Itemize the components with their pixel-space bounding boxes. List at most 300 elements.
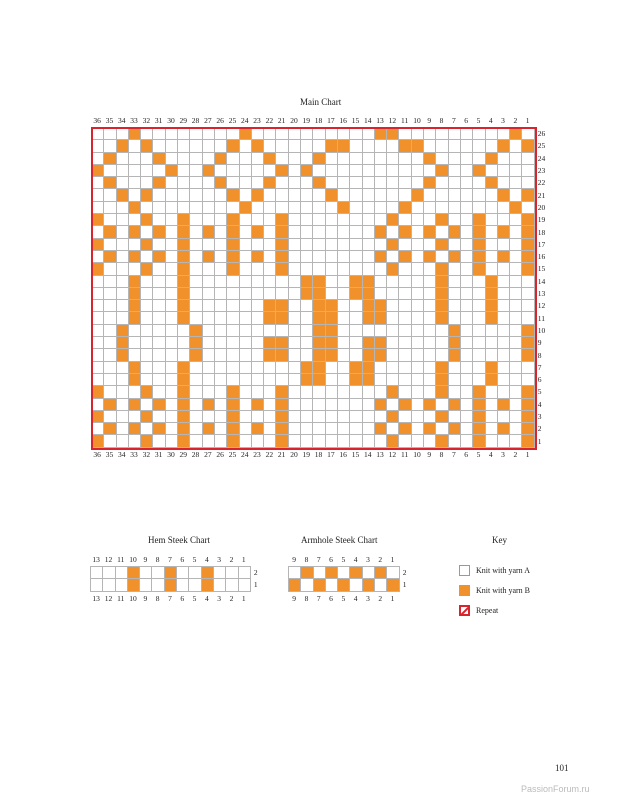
- yarn-a-stitch: [473, 325, 484, 336]
- yarn-a-stitch: [375, 153, 386, 164]
- yarn-a-stitch: [350, 226, 361, 237]
- yarn-a-stitch: [153, 435, 164, 446]
- yarn-a-stitch: [92, 325, 103, 336]
- yarn-a-stitch: [350, 349, 361, 360]
- yarn-b-stitch: [436, 288, 447, 299]
- yarn-a-stitch: [461, 399, 472, 410]
- yarn-a-stitch: [412, 177, 423, 188]
- yarn-b-stitch: [326, 337, 337, 348]
- yarn-a-stitch: [104, 386, 115, 397]
- yarn-a-stitch: [289, 251, 300, 262]
- yarn-a-stitch: [190, 435, 201, 446]
- column-number: 11: [117, 555, 125, 564]
- yarn-b-stitch: [436, 214, 447, 225]
- row-number: 17: [537, 239, 546, 249]
- yarn-a-stitch: [117, 288, 128, 299]
- yarn-b-stitch: [522, 325, 533, 336]
- yarn-a-stitch: [338, 214, 349, 225]
- yarn-a-stitch: [449, 374, 460, 385]
- yarn-a-stitch: [313, 423, 324, 434]
- yarn-a-stitch: [461, 325, 472, 336]
- yarn-a-stitch: [141, 128, 152, 139]
- yarn-a-stitch: [227, 288, 238, 299]
- yarn-b-stitch: [387, 263, 398, 274]
- column-number: 31: [154, 449, 163, 459]
- yarn-b-stitch: [178, 374, 189, 385]
- yarn-a-stitch: [498, 300, 509, 311]
- yarn-a-stitch: [338, 423, 349, 434]
- row-number: 25: [537, 141, 546, 151]
- yarn-b-stitch: [375, 423, 386, 434]
- yarn-b-stitch: [313, 288, 324, 299]
- yarn-b-stitch: [498, 140, 509, 151]
- yarn-a-stitch: [424, 189, 435, 200]
- yarn-a-stitch: [104, 362, 115, 373]
- column-number: 28: [191, 116, 200, 125]
- yarn-b-stitch: [227, 435, 238, 446]
- yarn-a-stitch: [498, 411, 509, 422]
- yarn-b-stitch: [486, 177, 497, 188]
- yarn-b-stitch: [276, 386, 287, 397]
- yarn-a-stitch: [449, 140, 460, 151]
- yarn-a-stitch: [215, 386, 226, 397]
- yarn-a-stitch: [129, 411, 140, 422]
- yarn-b-stitch: [104, 251, 115, 262]
- yarn-b-stitch: [227, 189, 238, 200]
- yarn-a-stitch: [203, 386, 214, 397]
- yarn-b-stitch: [141, 386, 152, 397]
- column-number: 28: [191, 449, 200, 459]
- column-number: 4: [204, 593, 209, 603]
- column-number: 8: [304, 555, 309, 564]
- yarn-b-stitch: [104, 226, 115, 237]
- yarn-b-stitch: [178, 239, 189, 250]
- yarn-b-stitch: [276, 411, 287, 422]
- yarn-b-stitch: [399, 423, 410, 434]
- yarn-a-stitch: [338, 276, 349, 287]
- yarn-a-stitch: [240, 226, 251, 237]
- yarn-a-stitch: [104, 202, 115, 213]
- column-number: 8: [439, 116, 444, 125]
- yarn-a-stitch: [498, 128, 509, 139]
- yarn-a-stitch: [313, 214, 324, 225]
- yarn-a-stitch: [264, 140, 275, 151]
- yarn-a-stitch: [92, 276, 103, 287]
- column-number: 21: [277, 116, 286, 125]
- column-number: 5: [192, 555, 197, 564]
- yarn-a-stitch: [252, 386, 263, 397]
- yarn-a-stitch: [215, 325, 226, 336]
- yarn-b-stitch: [436, 411, 447, 422]
- yarn-a-stitch: [338, 411, 349, 422]
- yarn-a-stitch: [203, 337, 214, 348]
- yarn-a-stitch: [252, 411, 263, 422]
- yarn-b-stitch: [486, 153, 497, 164]
- yarn-a-stitch: [313, 399, 324, 410]
- yarn-b-stitch: [522, 423, 533, 434]
- yarn-a-stitch: [313, 128, 324, 139]
- yarn-a-stitch: [436, 153, 447, 164]
- yarn-a-stitch: [350, 399, 361, 410]
- yarn-b-stitch: [522, 189, 533, 200]
- yarn-a-stitch: [412, 337, 423, 348]
- column-number: 13: [376, 449, 384, 459]
- yarn-a-stitch: [226, 579, 237, 590]
- yarn-a-stitch: [103, 579, 114, 590]
- yarn-a-stitch: [412, 349, 423, 360]
- yarn-b-stitch: [436, 239, 447, 250]
- yarn-a-stitch: [240, 177, 251, 188]
- column-number: 7: [451, 116, 456, 125]
- yarn-a-stitch: [153, 312, 164, 323]
- yarn-a-stitch: [449, 153, 460, 164]
- yarn-a-stitch: [399, 411, 410, 422]
- yarn-b-stitch: [117, 349, 128, 360]
- yarn-a-stitch: [301, 300, 312, 311]
- yarn-a-stitch: [449, 362, 460, 373]
- column-number: 2: [513, 449, 518, 459]
- yarn-a-stitch: [104, 300, 115, 311]
- column-number: 7: [451, 449, 456, 459]
- yarn-a-stitch: [522, 202, 533, 213]
- yarn-a-stitch: [240, 189, 251, 200]
- yarn-a-stitch: [412, 251, 423, 262]
- yarn-a-stitch: [264, 239, 275, 250]
- yarn-a-stitch: [178, 177, 189, 188]
- yarn-b-stitch: [522, 435, 533, 446]
- yarn-a-stitch: [436, 349, 447, 360]
- yarn-a-stitch: [215, 374, 226, 385]
- yarn-b-stitch: [153, 153, 164, 164]
- yarn-a-stitch: [399, 288, 410, 299]
- yarn-a-stitch: [129, 349, 140, 360]
- yarn-a-stitch: [387, 349, 398, 360]
- yarn-a-stitch: [350, 251, 361, 262]
- yarn-a-stitch: [399, 386, 410, 397]
- yarn-a-stitch: [412, 276, 423, 287]
- yarn-a-stitch: [510, 189, 521, 200]
- yarn-b-stitch: [117, 325, 128, 336]
- yarn-b-stitch: [436, 276, 447, 287]
- yarn-a-stitch: [498, 153, 509, 164]
- yarn-a-stitch: [424, 263, 435, 274]
- yarn-b-stitch: [276, 312, 287, 323]
- yarn-a-stitch: [215, 214, 226, 225]
- yarn-b-stitch: [436, 386, 447, 397]
- yarn-b-stitch: [129, 251, 140, 262]
- yarn-b-stitch: [301, 276, 312, 287]
- column-number: 16: [339, 116, 347, 125]
- yarn-a-stitch: [289, 165, 300, 176]
- yarn-a-stitch: [203, 140, 214, 151]
- yarn-b-stitch: [314, 579, 325, 590]
- column-number: 12: [104, 555, 113, 564]
- yarn-b-stitch: [424, 399, 435, 410]
- yarn-a-stitch: [363, 177, 374, 188]
- yarn-a-stitch: [190, 411, 201, 422]
- yarn-a-stitch: [276, 177, 287, 188]
- yarn-a-stitch: [510, 177, 521, 188]
- yarn-a-stitch: [350, 153, 361, 164]
- yarn-b-stitch: [313, 362, 324, 373]
- yarn-a-stitch: [190, 399, 201, 410]
- yarn-a-stitch: [449, 239, 460, 250]
- yarn-a-stitch: [326, 411, 337, 422]
- column-number: 27: [204, 449, 212, 459]
- yarn-a-stitch: [387, 312, 398, 323]
- yarn-b-stitch: [387, 239, 398, 250]
- yarn-b-stitch: [363, 300, 374, 311]
- yarn-a-stitch: [326, 128, 337, 139]
- yarn-a-stitch: [338, 288, 349, 299]
- yarn-b-stitch: [449, 399, 460, 410]
- yarn-a-stitch: [240, 165, 251, 176]
- yarn-a-stitch: [363, 153, 374, 164]
- yarn-b-stitch: [178, 300, 189, 311]
- yarn-a-stitch: [129, 189, 140, 200]
- yarn-a-stitch: [153, 374, 164, 385]
- yarn-b-stitch: [473, 435, 484, 446]
- yarn-b-stitch: [264, 312, 275, 323]
- yarn-a-stitch: [387, 226, 398, 237]
- yarn-b-stitch: [252, 226, 263, 237]
- column-number: 1: [390, 593, 395, 603]
- yarn-a-stitch: [240, 288, 251, 299]
- yarn-b-stitch: [313, 325, 324, 336]
- yarn-a-stitch: [141, 202, 152, 213]
- yarn-a-stitch: [215, 312, 226, 323]
- yarn-a-stitch: [498, 386, 509, 397]
- yarn-a-stitch: [363, 202, 374, 213]
- yarn-a-stitch: [203, 214, 214, 225]
- yarn-a-stitch: [399, 337, 410, 348]
- column-number: 36: [93, 449, 101, 459]
- yarn-a-stitch: [326, 374, 337, 385]
- yarn-b-stitch: [326, 349, 337, 360]
- yarn-a-stitch: [141, 300, 152, 311]
- yarn-a-stitch: [289, 177, 300, 188]
- yarn-b-stitch: [510, 128, 521, 139]
- yarn-a-stitch: [289, 153, 300, 164]
- yarn-a-stitch: [301, 337, 312, 348]
- yarn-b-stitch: [326, 325, 337, 336]
- yarn-a-stitch: [227, 128, 238, 139]
- yarn-a-stitch: [190, 189, 201, 200]
- yarn-b-stitch: [203, 399, 214, 410]
- yarn-b-stitch: [313, 337, 324, 348]
- yarn-b-stitch: [363, 276, 374, 287]
- yarn-b-stitch: [153, 251, 164, 262]
- yarn-a-stitch: [166, 337, 177, 348]
- yarn-a-stitch: [252, 362, 263, 373]
- yarn-a-stitch: [486, 399, 497, 410]
- yarn-b-stitch: [129, 374, 140, 385]
- yarn-a-stitch: [486, 214, 497, 225]
- watermark: PassionForum.ru: [521, 784, 590, 794]
- yarn-a-stitch: [449, 276, 460, 287]
- yarn-a-stitch: [92, 202, 103, 213]
- yarn-b-stitch: [350, 567, 361, 578]
- yarn-a-stitch: [129, 337, 140, 348]
- yarn-a-stitch: [449, 128, 460, 139]
- yarn-a-stitch: [140, 567, 151, 578]
- yarn-b-stitch: [473, 423, 484, 434]
- yarn-b-stitch: [387, 435, 398, 446]
- column-number: 13: [92, 555, 100, 564]
- yarn-b-stitch: [313, 349, 324, 360]
- yarn-a-stitch: [203, 153, 214, 164]
- yarn-a-stitch: [178, 337, 189, 348]
- column-number: 5: [341, 593, 346, 603]
- yarn-a-stitch: [252, 239, 263, 250]
- yarn-a-stitch: [399, 214, 410, 225]
- yarn-a-stitch: [399, 263, 410, 274]
- yarn-a-stitch: [436, 325, 447, 336]
- yarn-a-stitch: [338, 362, 349, 373]
- yarn-b-stitch: [276, 263, 287, 274]
- yarn-a-stitch: [436, 423, 447, 434]
- yarn-b-stitch: [227, 399, 238, 410]
- yarn-b-stitch: [276, 239, 287, 250]
- yarn-a-stitch: [461, 423, 472, 434]
- yarn-a-stitch: [289, 374, 300, 385]
- yarn-a-stitch: [252, 325, 263, 336]
- yarn-a-stitch: [91, 579, 102, 590]
- yarn-a-stitch: [104, 189, 115, 200]
- yarn-a-stitch: [190, 214, 201, 225]
- yarn-a-stitch: [387, 165, 398, 176]
- yarn-a-stitch: [215, 239, 226, 250]
- column-number: 3: [217, 555, 222, 564]
- yarn-a-stitch: [104, 165, 115, 176]
- yarn-a-stitch: [117, 399, 128, 410]
- yarn-a-stitch: [363, 251, 374, 262]
- yarn-b-stitch: [375, 349, 386, 360]
- yarn-a-stitch: [215, 362, 226, 373]
- yarn-a-stitch: [264, 202, 275, 213]
- yarn-a-stitch: [326, 202, 337, 213]
- yarn-b-stitch: [522, 337, 533, 348]
- yarn-a-stitch: [190, 423, 201, 434]
- yarn-a-stitch: [166, 189, 177, 200]
- yarn-a-stitch: [240, 362, 251, 373]
- column-number: 7: [316, 555, 321, 564]
- yarn-a-stitch: [190, 263, 201, 274]
- yarn-b-stitch: [227, 214, 238, 225]
- column-number: 35: [105, 116, 114, 125]
- yarn-a-stitch: [189, 567, 200, 578]
- column-number: 19: [302, 116, 310, 125]
- yarn-a-stitch: [215, 349, 226, 360]
- yarn-a-stitch: [486, 239, 497, 250]
- yarn-a-stitch: [189, 579, 200, 590]
- yarn-a-stitch: [252, 128, 263, 139]
- yarn-a-stitch: [522, 312, 533, 323]
- yarn-a-stitch: [166, 276, 177, 287]
- yarn-a-stitch: [264, 263, 275, 274]
- column-number: 14: [363, 116, 372, 125]
- yarn-b-stitch: [117, 189, 128, 200]
- yarn-a-stitch: [510, 325, 521, 336]
- row-number: 1: [537, 436, 542, 446]
- yarn-a-stitch: [301, 435, 312, 446]
- yarn-a-stitch: [190, 288, 201, 299]
- yarn-a-stitch: [240, 153, 251, 164]
- yarn-a-stitch: [289, 140, 300, 151]
- row-number: 5: [537, 387, 542, 397]
- yarn-b-stitch: [522, 411, 533, 422]
- yarn-a-stitch: [276, 202, 287, 213]
- column-number: 26: [216, 116, 224, 125]
- yarn-b-stitch: [129, 288, 140, 299]
- column-number: 19: [302, 449, 310, 459]
- yarn-b-stitch: [289, 579, 300, 590]
- yarn-b-stitch: [240, 128, 251, 139]
- yarn-a-stitch: [276, 362, 287, 373]
- yarn-a-stitch: [264, 214, 275, 225]
- column-number: 12: [388, 449, 397, 459]
- yarn-a-stitch: [326, 276, 337, 287]
- yarn-b-stitch: [363, 312, 374, 323]
- yarn-b-stitch: [92, 411, 103, 422]
- column-number: 2: [513, 116, 518, 125]
- yarn-a-stitch: [412, 288, 423, 299]
- yarn-a-stitch: [350, 239, 361, 250]
- yarn-a-stitch: [117, 435, 128, 446]
- yarn-b-stitch: [128, 579, 139, 590]
- yarn-b-stitch: [350, 288, 361, 299]
- yarn-a-stitch: [203, 202, 214, 213]
- yarn-a-stitch: [215, 435, 226, 446]
- yarn-a-stitch: [152, 567, 163, 578]
- yarn-b-stitch: [424, 153, 435, 164]
- yarn-a-stitch: [227, 153, 238, 164]
- yarn-b-stitch: [498, 399, 509, 410]
- yarn-b-stitch: [240, 202, 251, 213]
- yarn-a-stitch: [363, 423, 374, 434]
- yarn-a-stitch: [92, 226, 103, 237]
- yarn-a-stitch: [486, 325, 497, 336]
- yarn-a-stitch: [473, 153, 484, 164]
- yarn-a-stitch: [240, 325, 251, 336]
- yarn-a-stitch: [264, 189, 275, 200]
- yarn-b-stitch: [350, 276, 361, 287]
- yarn-b-stitch: [313, 177, 324, 188]
- yarn-a-stitch: [375, 362, 386, 373]
- yarn-a-stitch: [116, 567, 127, 578]
- yarn-a-stitch: [276, 325, 287, 336]
- yarn-a-stitch: [510, 153, 521, 164]
- yarn-a-stitch: [227, 177, 238, 188]
- yarn-a-stitch: [449, 312, 460, 323]
- yarn-a-stitch: [301, 140, 312, 151]
- yarn-a-stitch: [350, 128, 361, 139]
- yarn-a-stitch: [215, 288, 226, 299]
- yarn-a-stitch: [424, 202, 435, 213]
- yarn-a-stitch: [338, 435, 349, 446]
- yarn-b-stitch: [326, 312, 337, 323]
- yarn-a-stitch: [166, 226, 177, 237]
- column-number: 31: [154, 116, 163, 125]
- yarn-a-stitch: [276, 140, 287, 151]
- yarn-a-stitch: [104, 325, 115, 336]
- yarn-a-stitch: [92, 140, 103, 151]
- yarn-b-stitch: [313, 374, 324, 385]
- yarn-a-stitch: [227, 312, 238, 323]
- yarn-a-stitch: [240, 435, 251, 446]
- yarn-a-stitch: [190, 239, 201, 250]
- yarn-a-stitch: [338, 386, 349, 397]
